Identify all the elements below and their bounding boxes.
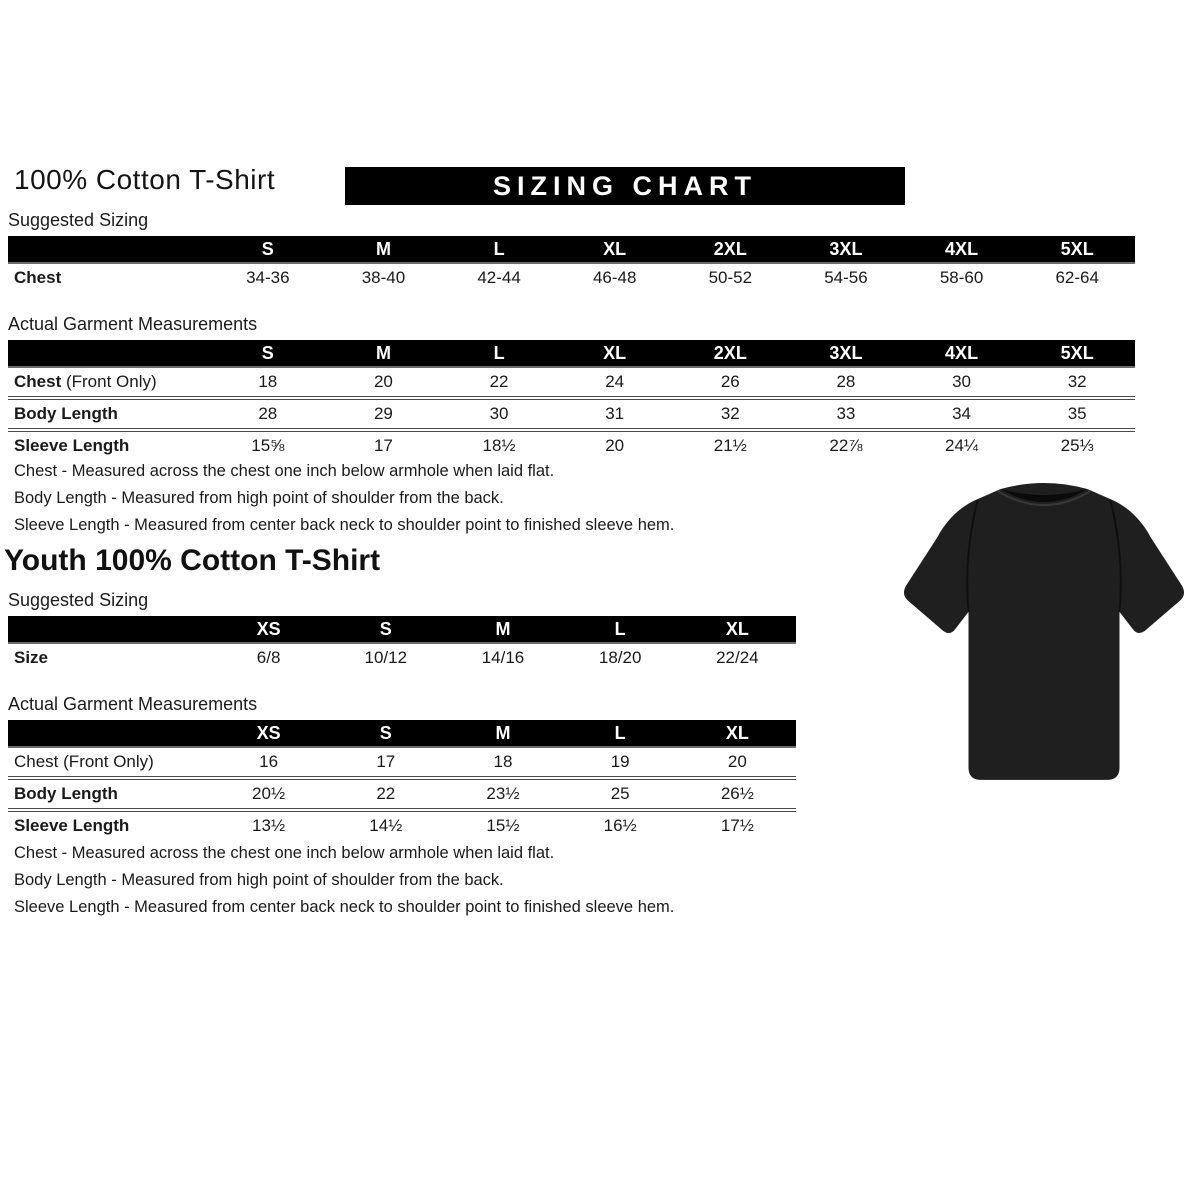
- column-header-l: L: [562, 720, 679, 747]
- column-header-2xl: 2XL: [673, 236, 789, 263]
- table-row: [8, 810, 796, 840]
- column-header-xs: XS: [210, 616, 327, 643]
- column-header-s: S: [210, 340, 326, 367]
- measurement-cell: 38-40: [326, 263, 442, 292]
- measurement-cell: 62-64: [1019, 263, 1135, 292]
- measurement-cell: 25: [562, 778, 679, 810]
- youth-section-title: Youth 100% Cotton T-Shirt: [4, 544, 381, 577]
- measurement-cell: 32: [673, 398, 789, 430]
- corner-cell: [8, 616, 210, 643]
- table-row: [8, 263, 1135, 292]
- measurement-cell: 19: [562, 747, 679, 778]
- measurement-cell: 22/24: [679, 643, 796, 672]
- youth-measurement-notes: [14, 840, 674, 921]
- measurement-cell: 24: [557, 367, 673, 398]
- measurement-cell: 23½: [444, 778, 561, 810]
- row-label: Sleeve Length: [8, 430, 210, 460]
- measurement-cell: 54-56: [788, 263, 904, 292]
- row-label: Sleeve Length: [8, 810, 210, 840]
- adult-suggested-sizing-label: Suggested Sizing: [8, 210, 149, 230]
- table-row: [8, 778, 796, 810]
- header-row: [8, 616, 796, 643]
- measurement-cell: 46-48: [557, 263, 673, 292]
- corner-cell: [8, 720, 210, 747]
- measurement-cell: 17: [327, 747, 444, 778]
- measurement-cell: 28: [788, 367, 904, 398]
- measurement-cell: 22: [327, 778, 444, 810]
- column-header-s: S: [327, 616, 444, 643]
- tshirt-product-image: [893, 470, 1195, 808]
- measurement-cell: 10/12: [327, 643, 444, 672]
- adult-measurement-notes: [14, 458, 674, 539]
- measurement-cell: 20: [326, 367, 442, 398]
- youth-garment-measurements-table: [8, 720, 796, 840]
- measurement-cell: 18½: [441, 430, 557, 460]
- measurement-cell: 50-52: [673, 263, 789, 292]
- column-header-m: M: [444, 616, 561, 643]
- measurement-cell: 21½: [673, 430, 789, 460]
- measurement-cell: 22: [441, 367, 557, 398]
- measurement-cell: 18: [210, 367, 326, 398]
- corner-cell: [8, 340, 210, 367]
- measurement-cell: 17: [326, 430, 442, 460]
- measurement-cell: 20½: [210, 778, 327, 810]
- table-row: [8, 367, 1135, 398]
- note-sleeve-length: Sleeve Length - Measured from center back neck to shoulder point to finished sleeve hem.: [14, 898, 675, 916]
- row-label: Body Length: [8, 778, 210, 810]
- measurement-cell: 34: [904, 398, 1020, 430]
- table-row: [8, 747, 796, 778]
- measurement-cell: 18/20: [562, 643, 679, 672]
- measurement-cell: 15⅝: [210, 430, 326, 460]
- measurement-cell: 16: [210, 747, 327, 778]
- adult-suggested-sizing-table: [8, 236, 1135, 292]
- row-label: Chest (Front Only): [8, 747, 210, 778]
- measurement-cell: 14/16: [444, 643, 561, 672]
- youth-suggested-sizing-table: [8, 616, 796, 672]
- column-header-l: L: [441, 236, 557, 263]
- measurement-cell: 17½: [679, 810, 796, 840]
- column-header-s: S: [210, 236, 326, 263]
- column-header-xl: XL: [679, 616, 796, 643]
- measurement-cell: 26½: [679, 778, 796, 810]
- column-header-4xl: 4XL: [904, 340, 1020, 367]
- note-chest: Chest - Measured across the chest one inch below armhole when laid flat.: [14, 844, 555, 862]
- measurement-cell: 31: [557, 398, 673, 430]
- note-body-length: Body Length - Measured from high point of shoulder from the back.: [14, 489, 504, 507]
- adult-garment-measurements-table: [8, 340, 1135, 460]
- page-title: 100% Cotton T-Shirt: [14, 164, 276, 195]
- header-row: [8, 236, 1135, 263]
- measurement-cell: 25⅓: [1019, 430, 1135, 460]
- column-header-5xl: 5XL: [1019, 340, 1135, 367]
- measurement-cell: 58-60: [904, 263, 1020, 292]
- column-header-5xl: 5XL: [1019, 236, 1135, 263]
- corner-cell: [8, 236, 210, 263]
- header-row: [8, 340, 1135, 367]
- measurement-cell: 24¼: [904, 430, 1020, 460]
- note-chest: Chest - Measured across the chest one inch below armhole when laid flat.: [14, 462, 555, 480]
- measurement-cell: 20: [679, 747, 796, 778]
- table-row: [8, 398, 1135, 430]
- measurement-cell: 42-44: [441, 263, 557, 292]
- measurement-cell: 33: [788, 398, 904, 430]
- measurement-cell: 34-36: [210, 263, 326, 292]
- row-label: Chest (Front Only): [8, 367, 210, 398]
- header-row: [8, 720, 796, 747]
- row-label: Chest: [8, 263, 210, 292]
- column-header-s: S: [327, 720, 444, 747]
- tshirt-body: [904, 483, 1184, 780]
- column-header-l: L: [562, 616, 679, 643]
- measurement-cell: 30: [904, 367, 1020, 398]
- table-row: [8, 643, 796, 672]
- column-header-3xl: 3XL: [788, 340, 904, 367]
- column-header-m: M: [444, 720, 561, 747]
- note-body-length: Body Length - Measured from high point of shoulder from the back.: [14, 871, 504, 889]
- sizing-chart-banner: SIZING CHART: [345, 167, 905, 205]
- measurement-cell: 15½: [444, 810, 561, 840]
- measurement-cell: 18: [444, 747, 561, 778]
- youth-suggested-sizing-label: Suggested Sizing: [8, 590, 149, 610]
- measurement-cell: 35: [1019, 398, 1135, 430]
- row-label: Body Length: [8, 398, 210, 430]
- measurement-cell: 30: [441, 398, 557, 430]
- measurement-cell: 14½: [327, 810, 444, 840]
- column-header-m: M: [326, 340, 442, 367]
- measurement-cell: 26: [673, 367, 789, 398]
- measurement-cell: 32: [1019, 367, 1135, 398]
- column-header-l: L: [441, 340, 557, 367]
- column-header-xs: XS: [210, 720, 327, 747]
- column-header-4xl: 4XL: [904, 236, 1020, 263]
- column-header-xl: XL: [679, 720, 796, 747]
- note-sleeve-length: Sleeve Length - Measured from center back neck to shoulder point to finished sleeve hem.: [14, 516, 675, 534]
- youth-actual-measurements-label: Actual Garment Measurements: [8, 694, 258, 714]
- row-label: Size: [8, 643, 210, 672]
- adult-actual-measurements-label: Actual Garment Measurements: [8, 314, 258, 334]
- table-row: [8, 430, 1135, 460]
- column-header-m: M: [326, 236, 442, 263]
- measurement-cell: 29: [326, 398, 442, 430]
- measurement-cell: 22⅞: [788, 430, 904, 460]
- measurement-cell: 20: [557, 430, 673, 460]
- measurement-cell: 13½: [210, 810, 327, 840]
- column-header-xl: XL: [557, 236, 673, 263]
- measurement-cell: 16½: [562, 810, 679, 840]
- column-header-2xl: 2XL: [673, 340, 789, 367]
- measurement-cell: 6/8: [210, 643, 327, 672]
- column-header-xl: XL: [557, 340, 673, 367]
- column-header-3xl: 3XL: [788, 236, 904, 263]
- measurement-cell: 28: [210, 398, 326, 430]
